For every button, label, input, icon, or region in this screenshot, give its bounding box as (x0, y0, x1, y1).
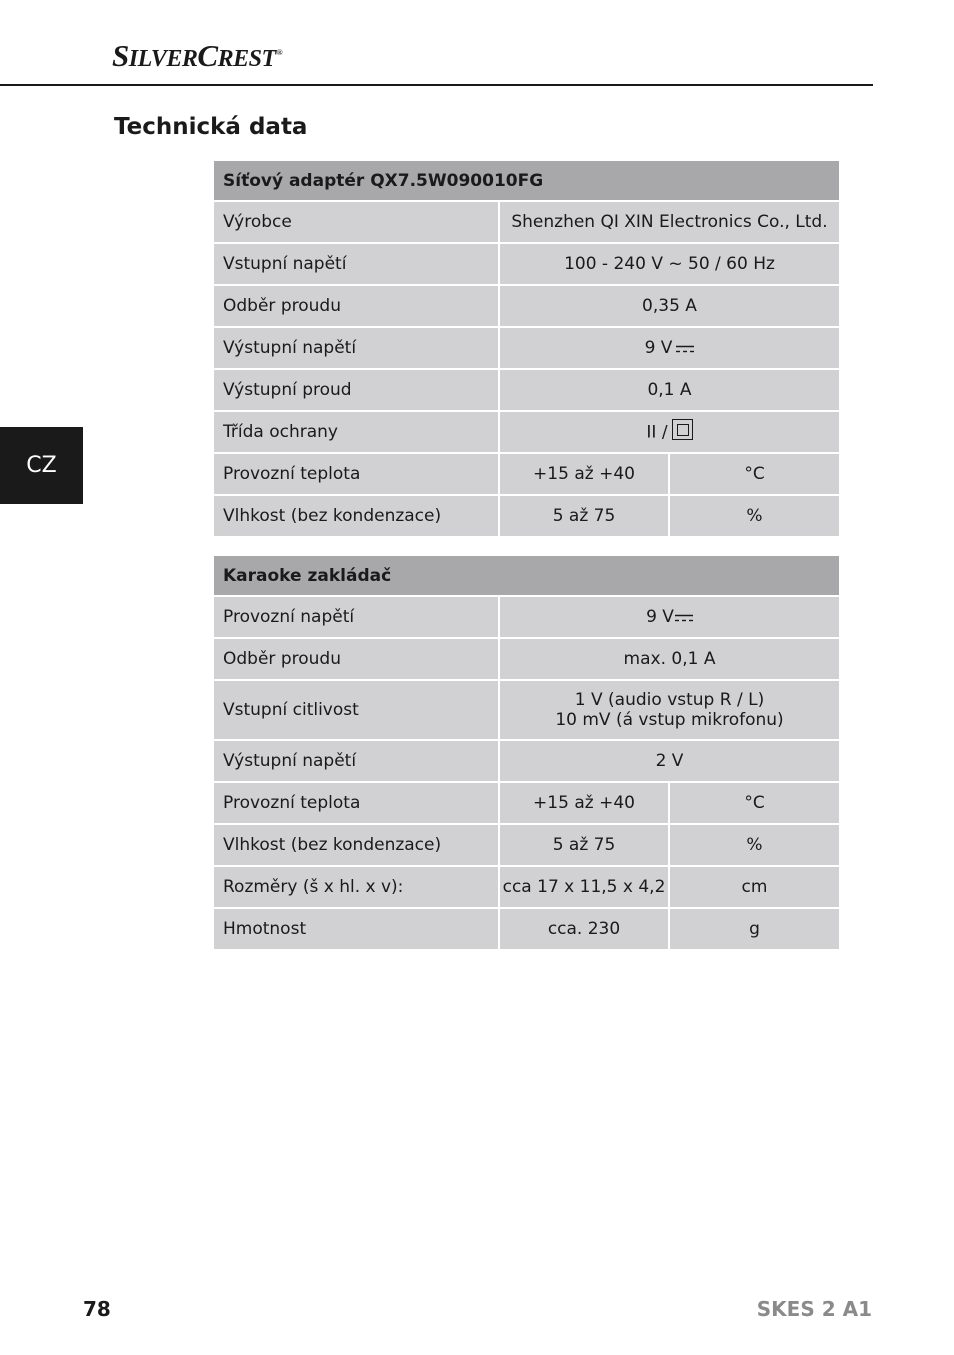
row-unit: cm (669, 866, 840, 908)
table-row (213, 243, 840, 285)
dc-symbol-icon (675, 614, 693, 622)
row-label: Výrobce (213, 201, 499, 243)
row-label: Hmotnost (213, 908, 499, 950)
table-row (213, 782, 840, 824)
language-tab: CZ (0, 427, 83, 504)
row-value: 2 V (499, 740, 840, 782)
row-value: +15 až +40 (499, 782, 669, 824)
table-title: Síťový adaptér QX7.5W090010FG (213, 160, 840, 201)
row-unit: °C (669, 453, 840, 495)
table-row (213, 740, 840, 782)
row-value: 5 až 75 (499, 495, 669, 537)
brand-letters: REST (217, 46, 276, 72)
brand-logo (112, 38, 282, 74)
page-number: 78 (83, 1297, 111, 1321)
row-value: 9 V (646, 607, 674, 627)
row-value: 0,35 A (499, 285, 840, 327)
row-value: Shenzhen QI XIN Electronics Co., Ltd. (499, 201, 840, 243)
table-row (213, 824, 840, 866)
row-unit: g (669, 908, 840, 950)
table-header-row (213, 160, 840, 201)
row-value: 5 až 75 (499, 824, 669, 866)
row-value-cell (499, 327, 840, 369)
row-value: 100 - 240 V ~ 50 / 60 Hz (499, 243, 840, 285)
model-name: SKES 2 A1 (756, 1297, 872, 1321)
row-value: cca. 230 (499, 908, 669, 950)
row-unit: % (669, 495, 840, 537)
row-label: Provozní teplota (213, 453, 499, 495)
row-label: Provozní teplota (213, 782, 499, 824)
row-value: II / (646, 422, 668, 442)
row-value: max. 0,1 A (499, 638, 840, 680)
row-value: cca 17 x 11,5 x 4,2 (499, 866, 669, 908)
karaoke-base-spec-table (212, 554, 841, 951)
table-row (213, 638, 840, 680)
table-row (213, 201, 840, 243)
row-label: Výstupní proud (213, 369, 499, 411)
dc-symbol-icon (676, 345, 694, 353)
row-label: Vlhkost (bez kondenzace) (213, 495, 499, 537)
table-row (213, 327, 840, 369)
row-value-line: 1 V (audio vstup R / L) (574, 690, 765, 710)
table-row (213, 369, 840, 411)
page-title: Technická data (114, 114, 308, 140)
brand-letters: ILVER (128, 46, 198, 72)
row-label: Výstupní napětí (213, 740, 499, 782)
table-row (213, 908, 840, 950)
table-row (213, 453, 840, 495)
row-label: Vlhkost (bez kondenzace) (213, 824, 499, 866)
row-value: +15 až +40 (499, 453, 669, 495)
table-row (213, 680, 840, 740)
header-rule (0, 84, 873, 86)
row-label: Vstupní citlivost (213, 680, 499, 740)
row-label: Rozměry (š x hl. x v): (213, 866, 499, 908)
row-value: 9 V (644, 338, 673, 358)
table-row (213, 411, 840, 453)
row-value: 0,1 A (499, 369, 840, 411)
row-value-cell (499, 596, 840, 638)
brand-letter: C (197, 38, 218, 73)
row-value-cell (499, 411, 840, 453)
registered-mark: ® (276, 48, 283, 57)
table-row (213, 596, 840, 638)
adapter-spec-table (212, 159, 841, 538)
row-unit: % (669, 824, 840, 866)
row-label: Odběr proudu (213, 285, 499, 327)
row-value-line: 10 mV (á vstup mikrofonu) (555, 710, 784, 730)
table-row (213, 285, 840, 327)
row-label: Výstupní napětí (213, 327, 499, 369)
table-row (213, 495, 840, 537)
table-header-row (213, 555, 840, 596)
row-label: Třída ochrany (213, 411, 499, 453)
row-value-cell (499, 680, 840, 740)
table-row (213, 866, 840, 908)
row-label: Odběr proudu (213, 638, 499, 680)
protection-class-ii-icon (672, 419, 693, 440)
row-label: Vstupní napětí (213, 243, 499, 285)
brand-letter: S (112, 38, 129, 73)
row-label: Provozní napětí (213, 596, 499, 638)
table-title: Karaoke zakládač (213, 555, 840, 596)
row-unit: °C (669, 782, 840, 824)
